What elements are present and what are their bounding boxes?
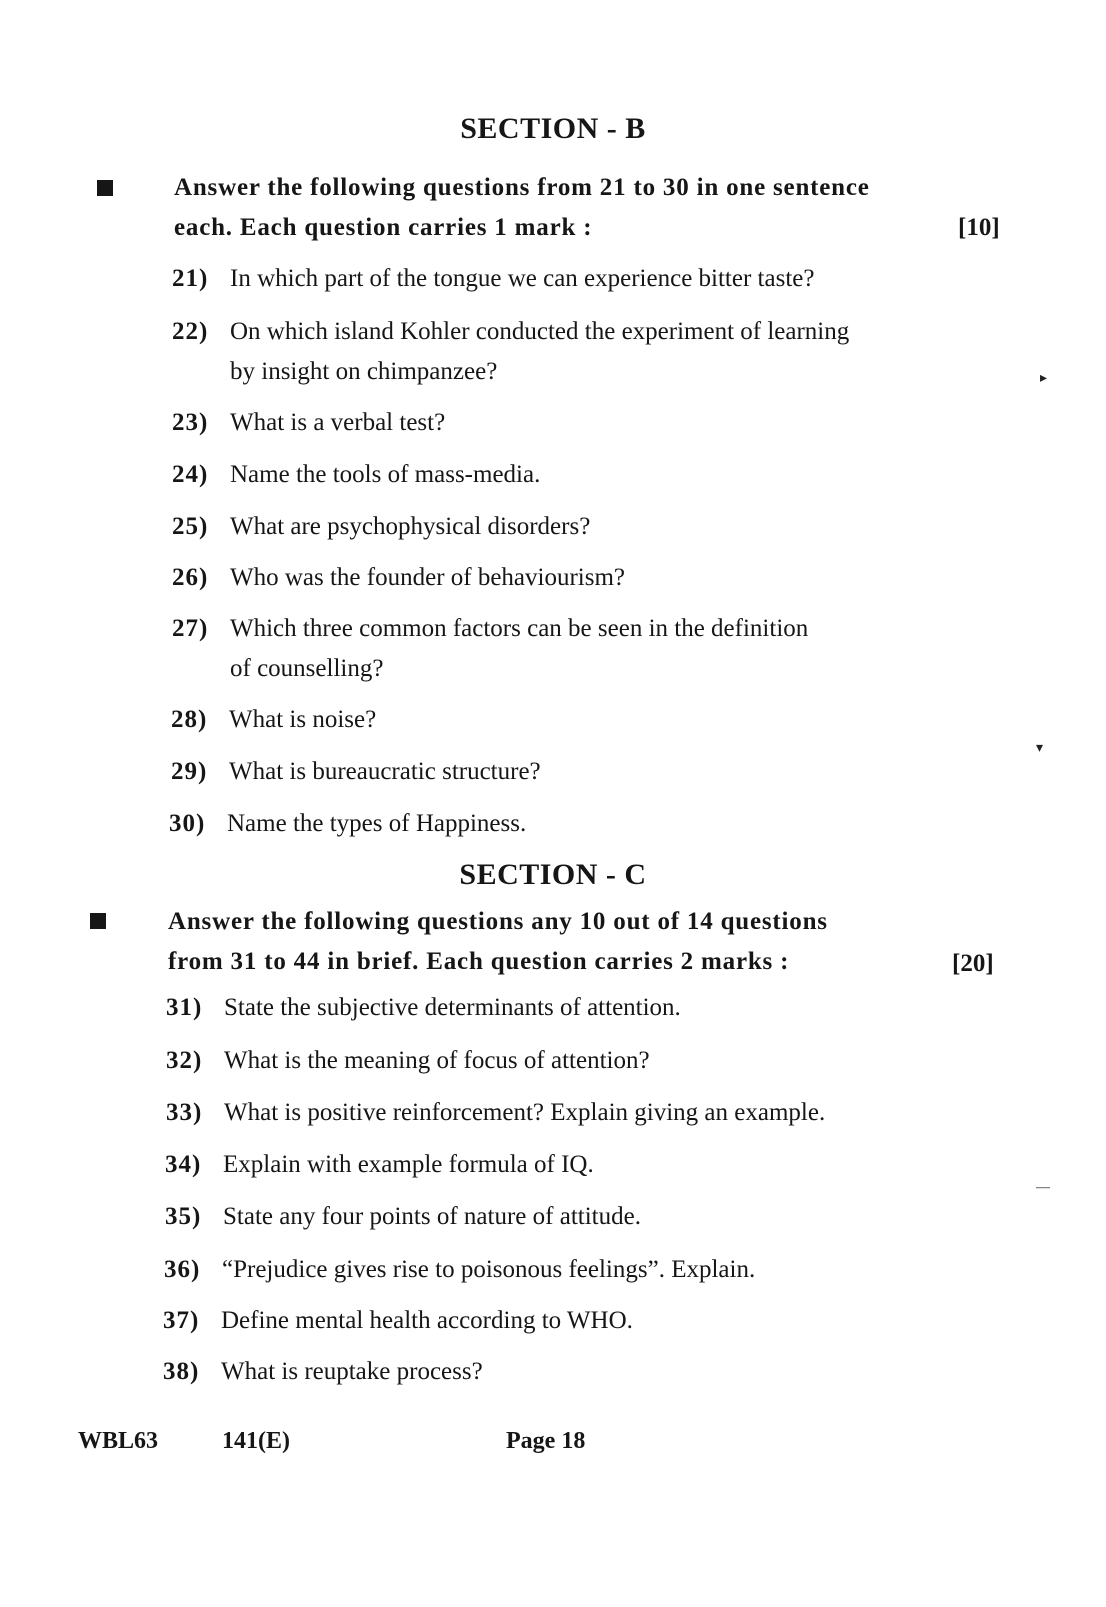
question-text [227,804,526,844]
question-text-line: Name the types of Happiness. [227,810,527,837]
question-text [230,312,849,392]
question-text-line: Explain with example formula of IQ. [223,1151,594,1178]
question-text [221,1301,633,1341]
question-item [166,988,1026,1028]
question-number: 29) [171,758,208,785]
question-text-line: Name the tools of mass-media. [230,461,541,488]
question-item [166,1093,1026,1133]
question-number: 33) [166,1099,203,1126]
question-text-line: In which part of the tongue we can experience bitter taste? [230,265,815,292]
question-number: 23) [172,409,209,436]
question-text [230,507,590,547]
question-text-line: State any four points of nature of attitude. [223,1203,641,1230]
question-item [172,312,1032,392]
question-text-line: State the subjective determinants of attention. [224,994,681,1021]
question-number: 32) [166,1047,203,1074]
question-number: 22) [172,318,209,345]
question-number: 36) [164,1256,201,1283]
question-text [223,1197,641,1237]
question-number: 25) [172,513,209,540]
question-item [164,1250,1024,1290]
question-item [163,1301,1023,1341]
question-text-line: “Prejudice gives rise to poisonous feelings”. Explain. [222,1256,756,1283]
question-item [172,609,1032,689]
question-item [169,804,1029,844]
question-text-line: What is reuptake process? [221,1358,483,1385]
section-c-marks: [20] [952,950,994,977]
footer-code: WBL63 [78,1428,159,1454]
question-number: 27) [172,615,209,642]
margin-mark: — [1036,1180,1050,1195]
question-text-line: Which three common factors can be seen in the definition [230,615,809,642]
question-text-line: What is bureaucratic structure? [229,758,541,785]
question-text [221,1352,483,1392]
question-item [163,1352,1023,1392]
question-text [224,988,681,1028]
question-item [171,700,1031,740]
section-b-heading: SECTION - B [460,112,646,145]
question-text-line: What is positive reinforcement? Explain giving an example. [224,1099,826,1126]
section-b-instruction-line1: Answer the following questions from 21 to 30 in one sentence [174,174,870,201]
question-text-line: by insight on chimpanzee? [230,358,498,385]
question-text-line: Who was the founder of behaviourism? [230,564,626,591]
question-text-line: What are psychophysical disorders? [230,513,591,540]
footer-page: Page 18 [506,1428,586,1454]
question-text [223,1145,594,1185]
question-text [224,1041,650,1081]
margin-mark: ▸ [1040,371,1048,386]
question-text [230,558,625,598]
question-text-line: What is the meaning of focus of attention? [224,1047,650,1074]
question-number: 26) [172,564,209,591]
question-text-line: of counselling? [230,655,384,682]
question-text [229,700,376,740]
question-text-line: Define mental health according to WHO. [221,1307,633,1334]
section-b-instruction [174,168,870,248]
section-c-instruction [168,902,828,982]
question-text-line: On which island Kohler conducted the experiment of learning [230,318,850,345]
question-item [171,752,1031,792]
section-b-bullet [97,180,113,196]
question-text [230,455,540,495]
section-c-heading: SECTION - C [459,858,647,891]
question-text [224,1093,825,1133]
question-number: 37) [163,1307,200,1334]
question-number: 30) [169,810,206,837]
question-text [222,1250,755,1290]
section-c-instruction-line1: Answer the following questions any 10 out of 14 questions [168,908,828,935]
section-c-instruction-line2: from 31 to 44 in brief. Each question carries 2 marks : [168,948,790,975]
question-text [229,752,541,792]
section-b-instruction-line2: each. Each question carries 1 mark : [174,214,593,241]
question-item [166,1041,1026,1081]
question-text-line: What is a verbal test? [230,409,446,436]
question-item [172,507,1032,547]
question-item [172,558,1032,598]
question-number: 24) [172,461,209,488]
question-number: 34) [165,1151,202,1178]
section-b-marks: [10] [958,214,1000,241]
question-text [230,609,808,689]
question-number: 35) [165,1203,202,1230]
footer-paper: 141(E) [222,1428,290,1454]
question-item [165,1197,1025,1237]
question-text-line: What is noise? [229,706,377,733]
question-item [172,259,1032,299]
question-number: 21) [172,265,209,292]
question-item [172,403,1032,443]
question-item [165,1145,1025,1185]
margin-mark: ▾ [1036,741,1044,756]
question-number: 28) [171,706,208,733]
question-text [230,403,445,443]
question-item [172,455,1032,495]
question-number: 31) [166,994,203,1021]
question-number: 38) [163,1358,200,1385]
section-c-bullet [90,913,106,929]
question-text [230,259,814,299]
